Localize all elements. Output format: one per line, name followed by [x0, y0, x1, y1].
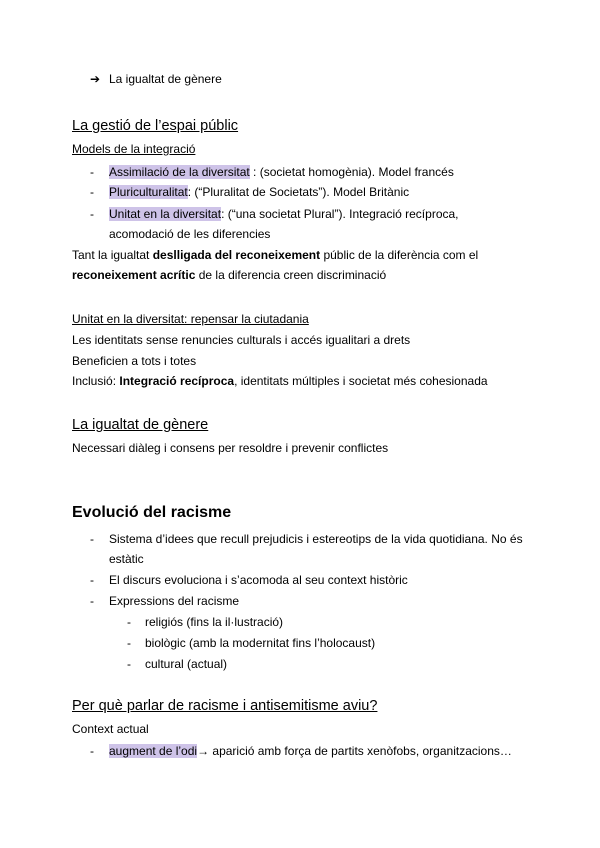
- model-unitat: Unitat en la diversitat: (“una societat Plural”). Integració recíproca,: [109, 207, 459, 221]
- dash-bullet: -: [127, 657, 131, 671]
- model-pluriculturalitat: Pluriculturalitat: (“Pluralitat de Societats”). Model Britànic: [109, 185, 410, 199]
- model-unitat-continuation: acomodació de les diferencies: [109, 227, 271, 241]
- dash-bullet: -: [90, 532, 94, 546]
- context-label: Context actual: [72, 722, 149, 736]
- dash-bullet: -: [127, 636, 131, 650]
- highlight-odi: augment de l’odi: [109, 744, 198, 758]
- evolucio-item-1-continuation: estàtic: [109, 552, 144, 566]
- evolucio-subitem-1: religiós (fins la il·lustració): [145, 615, 284, 629]
- heading-igualtat: La igualtat de gènere: [72, 417, 209, 433]
- context-item-1: augment de l’odi→ aparició amb força de partits xenòfobs, organitzacions…: [109, 744, 512, 758]
- evolucio-item-1: Sistema d’idees que recull prejudicis i estereotips de la vida quotidiana. No és: [109, 532, 523, 546]
- unitat-line-2: Beneficien a tots i totes: [72, 354, 197, 368]
- dash-bullet: -: [90, 744, 94, 758]
- evolucio-item-2: El discurs evoluciona i s’acomoda al seu context històric: [109, 573, 408, 587]
- dash-bullet: -: [90, 185, 94, 199]
- paragraph-reconeixement: reconeixement acrític de la diferencia creen discriminació: [72, 268, 387, 282]
- model-assimilacio: Assimilació de la diversitat : (societat homogènia). Model francés: [109, 165, 454, 179]
- igualtat-line-1: Necessari diàleg i consens per resoldre i prevenir conflictes: [72, 441, 389, 455]
- heading-evolucio: Evolució del racisme: [72, 504, 232, 521]
- dash-bullet: -: [90, 594, 94, 608]
- highlight-assimilacio: Assimilació de la diversitat: [109, 165, 250, 179]
- dash-bullet: -: [90, 165, 94, 179]
- dash-bullet: -: [90, 207, 94, 221]
- evolucio-subitem-2: biològic (amb la modernitat fins l’holocaust): [145, 636, 376, 650]
- paragraph-tant: Tant la igualtat deslligada del reconeixement públic de la diferència com el: [72, 248, 479, 262]
- evolucio-item-3: Expressions del racisme: [109, 594, 240, 608]
- subheading-models: Models de la integració: [72, 142, 196, 156]
- dash-bullet: -: [90, 573, 94, 587]
- arrow-bullet-icon: ➔: [90, 72, 101, 86]
- heading-gestio: La gestió de l’espai públic: [72, 118, 239, 134]
- heading-perque: Per què parlar de racisme i antisemitisme aviu?: [72, 698, 378, 714]
- unitat-line-3: Inclusió: Integració recíproca, identitats múltiples i societat més cohesionada: [72, 374, 488, 388]
- highlight-unitat: Unitat en la diversitat: [109, 207, 222, 221]
- heading-unitat: Unitat en la diversitat: repensar la ciutadania: [72, 312, 309, 326]
- unitat-line-1: Les identitats sense renuncies culturals i accés igualitari a drets: [72, 333, 411, 347]
- dash-bullet: -: [127, 615, 131, 629]
- arrow-item-text: La igualtat de gènere: [109, 72, 222, 86]
- highlight-pluriculturalitat: Pluriculturalitat: [109, 185, 188, 199]
- evolucio-subitem-3: cultural (actual): [145, 657, 228, 671]
